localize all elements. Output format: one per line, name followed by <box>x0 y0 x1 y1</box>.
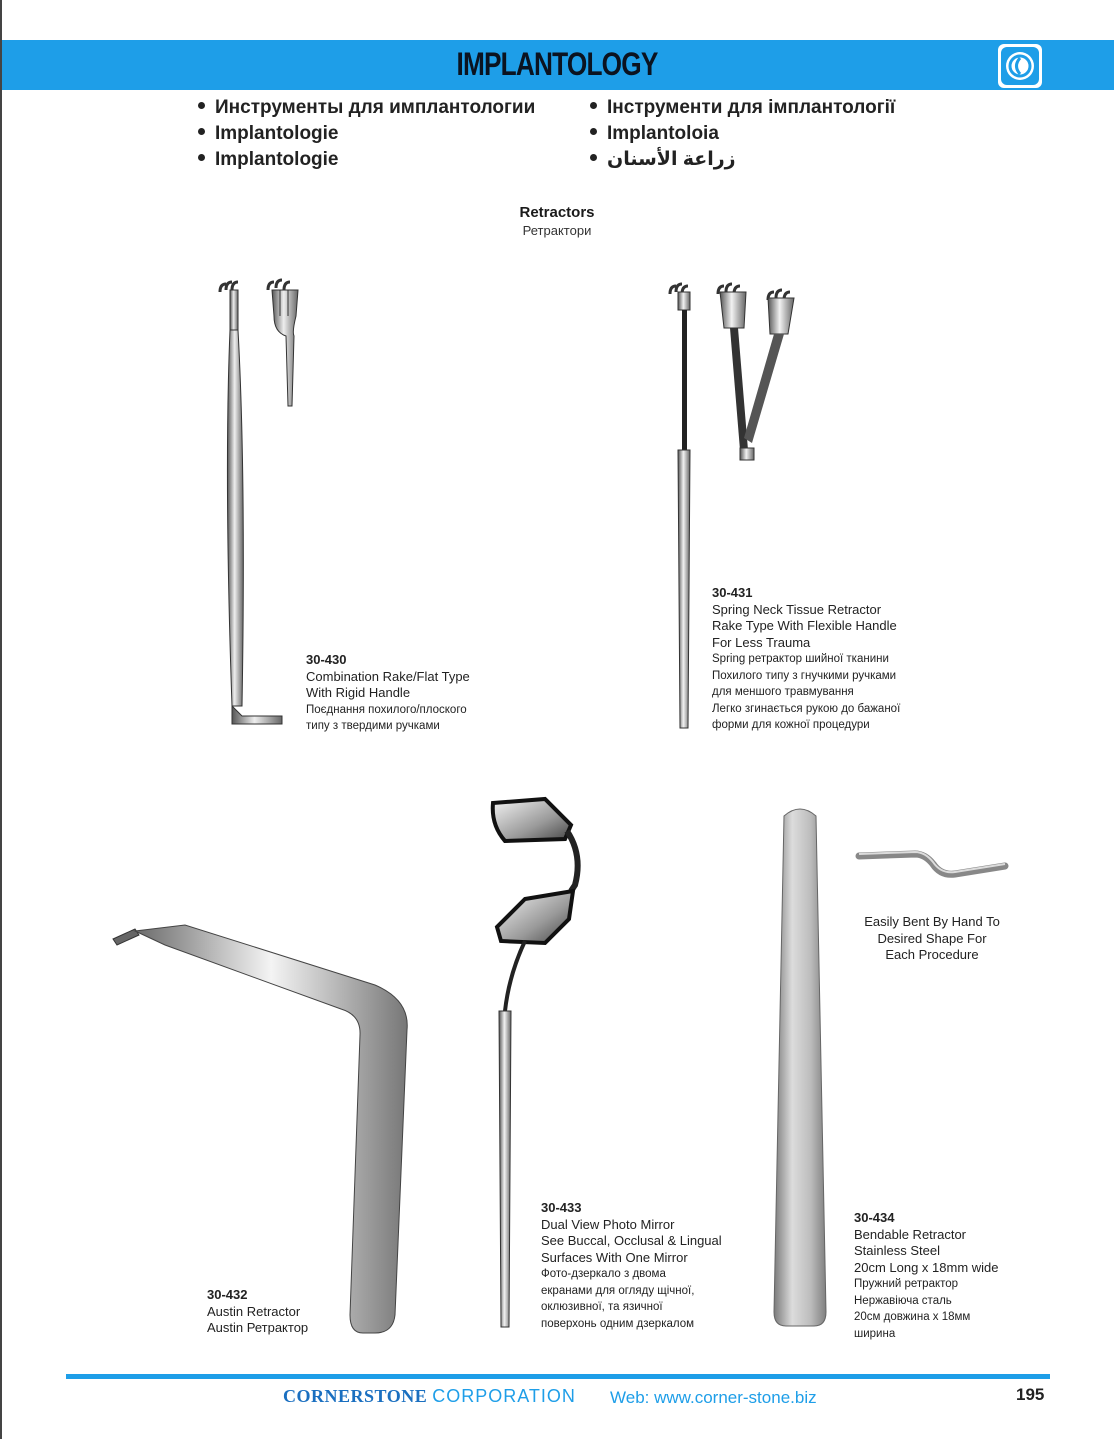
product-desc-line: Stainless Steel <box>854 1243 940 1258</box>
product-desc-ua-line: поверхонь одним дзеркалом <box>541 1317 695 1330</box>
product-caption-30-430 <box>306 652 470 735</box>
bent-retractor-shape-image <box>855 846 1010 890</box>
product-code: 30-434 <box>854 1210 895 1225</box>
footer-brand <box>283 1386 576 1407</box>
language-list-right <box>590 95 895 173</box>
product-desc-ua-line: екранами для огляду щічної, <box>541 1284 695 1297</box>
language-list-left <box>198 95 535 173</box>
product-code: 30-430 <box>306 652 347 667</box>
product-desc-ua-line: оклюзивної, та язичної <box>541 1301 663 1313</box>
product-desc-ua-line: Поєднання похилого/плоского <box>306 703 467 716</box>
bend-note-line: Each Procedure <box>885 947 979 962</box>
product-desc-line: Rake Type With Flexible Handle <box>712 618 897 633</box>
product-desc-ua-line: типу з твердими ручками <box>306 720 440 732</box>
footer-brand-suffix: CORPORATION <box>432 1386 576 1406</box>
product-desc-line: Combination Rake/Flat Type <box>306 668 470 684</box>
product-desc-ua-line: Spring ретрактор шийної тканини <box>712 653 889 665</box>
product-caption-30-434 <box>854 1210 999 1342</box>
language-item: Implantologie <box>198 121 535 147</box>
language-item: Инструменты для имплантологии <box>198 95 535 121</box>
product-code: 30-432 <box>207 1287 248 1302</box>
section-title: Retractors <box>519 204 595 221</box>
bend-note <box>848 914 1016 964</box>
product-desc-line: Austin Retractor <box>207 1303 301 1319</box>
product-caption-30-432 <box>207 1287 308 1337</box>
page-number: 195 <box>1016 1385 1045 1404</box>
bend-note-line: Easily Bent By Hand To <box>864 914 1000 929</box>
product-desc-line: Bendable Retractor <box>854 1226 967 1242</box>
product-desc-ua-line: 20см довжина x 18мм <box>854 1311 971 1323</box>
cornerstone-logo-icon <box>998 44 1042 88</box>
section-subtitle: Ретрактори <box>522 223 592 238</box>
language-item: زراعة الأسنان <box>590 147 895 173</box>
product-desc-line: With Rigid Handle <box>306 685 411 700</box>
product-desc-line: For Less Trauma <box>712 634 811 650</box>
bendable-retractor-image <box>770 802 832 1332</box>
language-item: Інструменти для імплантології <box>590 95 895 121</box>
product-code: 30-433 <box>541 1200 582 1215</box>
product-caption-30-433 <box>541 1200 722 1332</box>
product-desc-line: Surfaces With One Mirror <box>541 1249 688 1265</box>
product-caption-30-431 <box>712 585 900 734</box>
product-desc-ua-line: Легко згинається рукою до бажаної <box>712 702 901 715</box>
language-item: Implantoloia <box>590 121 895 147</box>
bend-note-line: Desired Shape For <box>877 930 987 946</box>
language-item: Implantologie <box>198 147 535 173</box>
product-desc-line: Austin Ретрактор <box>207 1320 309 1335</box>
product-desc-ua-line: для меншого травмування <box>712 686 854 698</box>
product-desc-line: 20cm Long x 18mm wide <box>854 1259 999 1275</box>
product-desc-line: Spring Neck Tissue Retractor <box>712 601 882 617</box>
product-desc-ua-line: Фото-дзеркало з двома <box>541 1268 666 1280</box>
product-desc-ua-line: Похилого типу з гнучкими ручками <box>712 669 897 682</box>
footer-web-link[interactable]: Web: www.corner-stone.biz <box>610 1388 817 1407</box>
footer-brand-name: CORNERSTONE <box>283 1386 428 1406</box>
footer-rule <box>66 1374 1050 1379</box>
product-desc-line: Dual View Photo Mirror <box>541 1216 675 1232</box>
product-desc-ua-line: Пружний ретрактор <box>854 1278 959 1290</box>
product-desc-line: See Buccal, Occlusal & Lingual <box>541 1233 722 1248</box>
page-title: IMPLANTOLOGY <box>456 46 658 82</box>
product-desc-ua-line: форми для кожної процедури <box>712 719 870 731</box>
product-code: 30-431 <box>712 585 753 600</box>
austin-retractor-image <box>105 915 415 1340</box>
product-desc-ua-line: Нержавіюча сталь <box>854 1294 952 1307</box>
product-desc-ua-line: ширина <box>854 1327 896 1340</box>
